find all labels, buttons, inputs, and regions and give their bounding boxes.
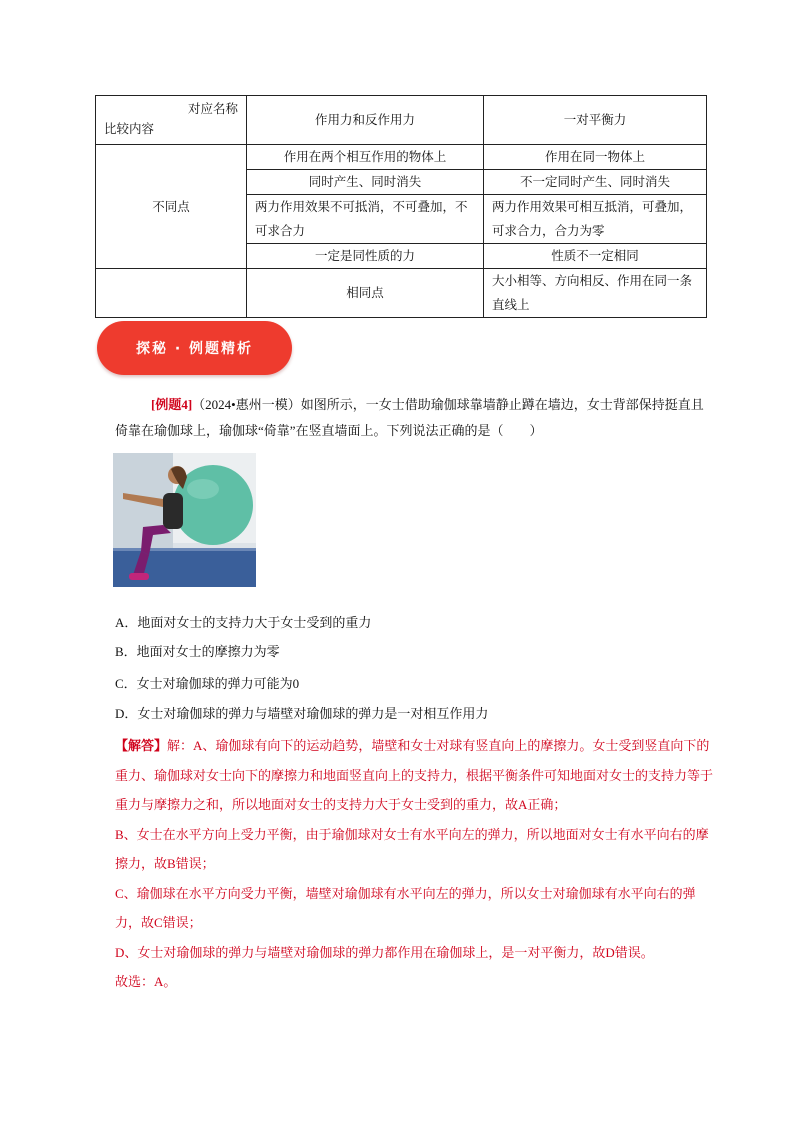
banner-text: 探秘 · 例题精析 [135, 341, 254, 357]
option-a: A．地面对女士的支持力大于女士受到的重力 [115, 615, 372, 630]
example-tag: [例题4] [151, 397, 193, 412]
table-cell: 作用在同一物体上 [484, 145, 707, 170]
empty-cell [96, 269, 247, 318]
answer-part-b: B、女士在水平方向上受力平衡，由于瑜伽球对女士有水平向左的弹力，所以地面对女士有水平向右的摩擦力，故B错误； [115, 826, 709, 871]
header-corner-top: 对应名称 [187, 101, 238, 116]
table-row-similarity [96, 269, 707, 318]
table-cell: 两力作用效果不可抵消，不可叠加，不可求合力 [247, 195, 484, 244]
diagonal-header-cell [96, 96, 247, 145]
yoga-ball-photo [113, 453, 256, 587]
table-cell: 不一定同时产生、同时消失 [484, 170, 707, 195]
header-corner-bottom: 比较内容 [104, 121, 155, 136]
answer-part-c: C、瑜伽球在水平方向受力平衡，墙壁对瑜伽球有水平向左的弹力，所以女士对瑜伽球有水平向右的弹力，故C错误； [115, 885, 696, 930]
option-c: C．女士对瑜伽球的弹力可能为0 [115, 676, 300, 691]
answer-part-d: D、女士对瑜伽球的弹力与墙壁对瑜伽球的弹力都作用在瑜伽球上，是一对平衡力，故D错误。 [115, 944, 654, 960]
table-cell: 同时产生、同时消失 [247, 170, 484, 195]
option-d: D．女士对瑜伽球的弹力与墙壁对瑜伽球的弹力是一对相互作用力 [115, 706, 489, 721]
group-label-differences: 不同点 [96, 145, 247, 269]
question-source: （2024•惠州一模） [192, 397, 301, 412]
question-text: 如图所示，一女士借助瑜伽球靠墙静止蹲在墙边，女士背部保持挺直且倚靠在瑜伽球上，瑜伽球“倚靠”在竖直墙面上。下列说法正确的是（ ） [115, 397, 704, 438]
comparison-table [95, 95, 707, 318]
same-content: 大小相等、方向相反、作用在同一条直线上 [484, 269, 707, 318]
table-cell: 一定是同性质的力 [247, 244, 484, 269]
answer-part-a: 解：A、瑜伽球有向下的运动趋势，墙壁和女士对球有竖直向上的摩擦力。女士受到竖直向下的重力、瑜伽球对女士向下的摩擦力和地面竖直向上的支持力，根据平衡条件可知地面对女士的支持力等于重力与摩擦力之和，所以地面对女士的支持力大于女士受到的重力，故A正确； [115, 738, 714, 812]
table-header-row [96, 96, 707, 145]
table-cell: 性质不一定相同 [484, 244, 707, 269]
section-banner [97, 321, 292, 375]
table-cell: 两力作用效果可相互抵消，可叠加，可求合力，合力为零 [484, 195, 707, 244]
table-cell: 作用在两个相互作用的物体上 [247, 145, 484, 170]
header-balanced-forces: 一对平衡力 [484, 96, 707, 145]
answer-section [115, 731, 715, 997]
answer-tag: 【解答】 [115, 738, 168, 753]
same-label: 相同点 [247, 269, 484, 318]
option-b: B．地面对女士的摩擦力为零 [115, 644, 280, 659]
answer-choice: 故选：A。 [115, 974, 177, 989]
header-action-reaction: 作用力和反作用力 [247, 96, 484, 145]
example-question [115, 392, 715, 444]
table-row [96, 145, 707, 170]
